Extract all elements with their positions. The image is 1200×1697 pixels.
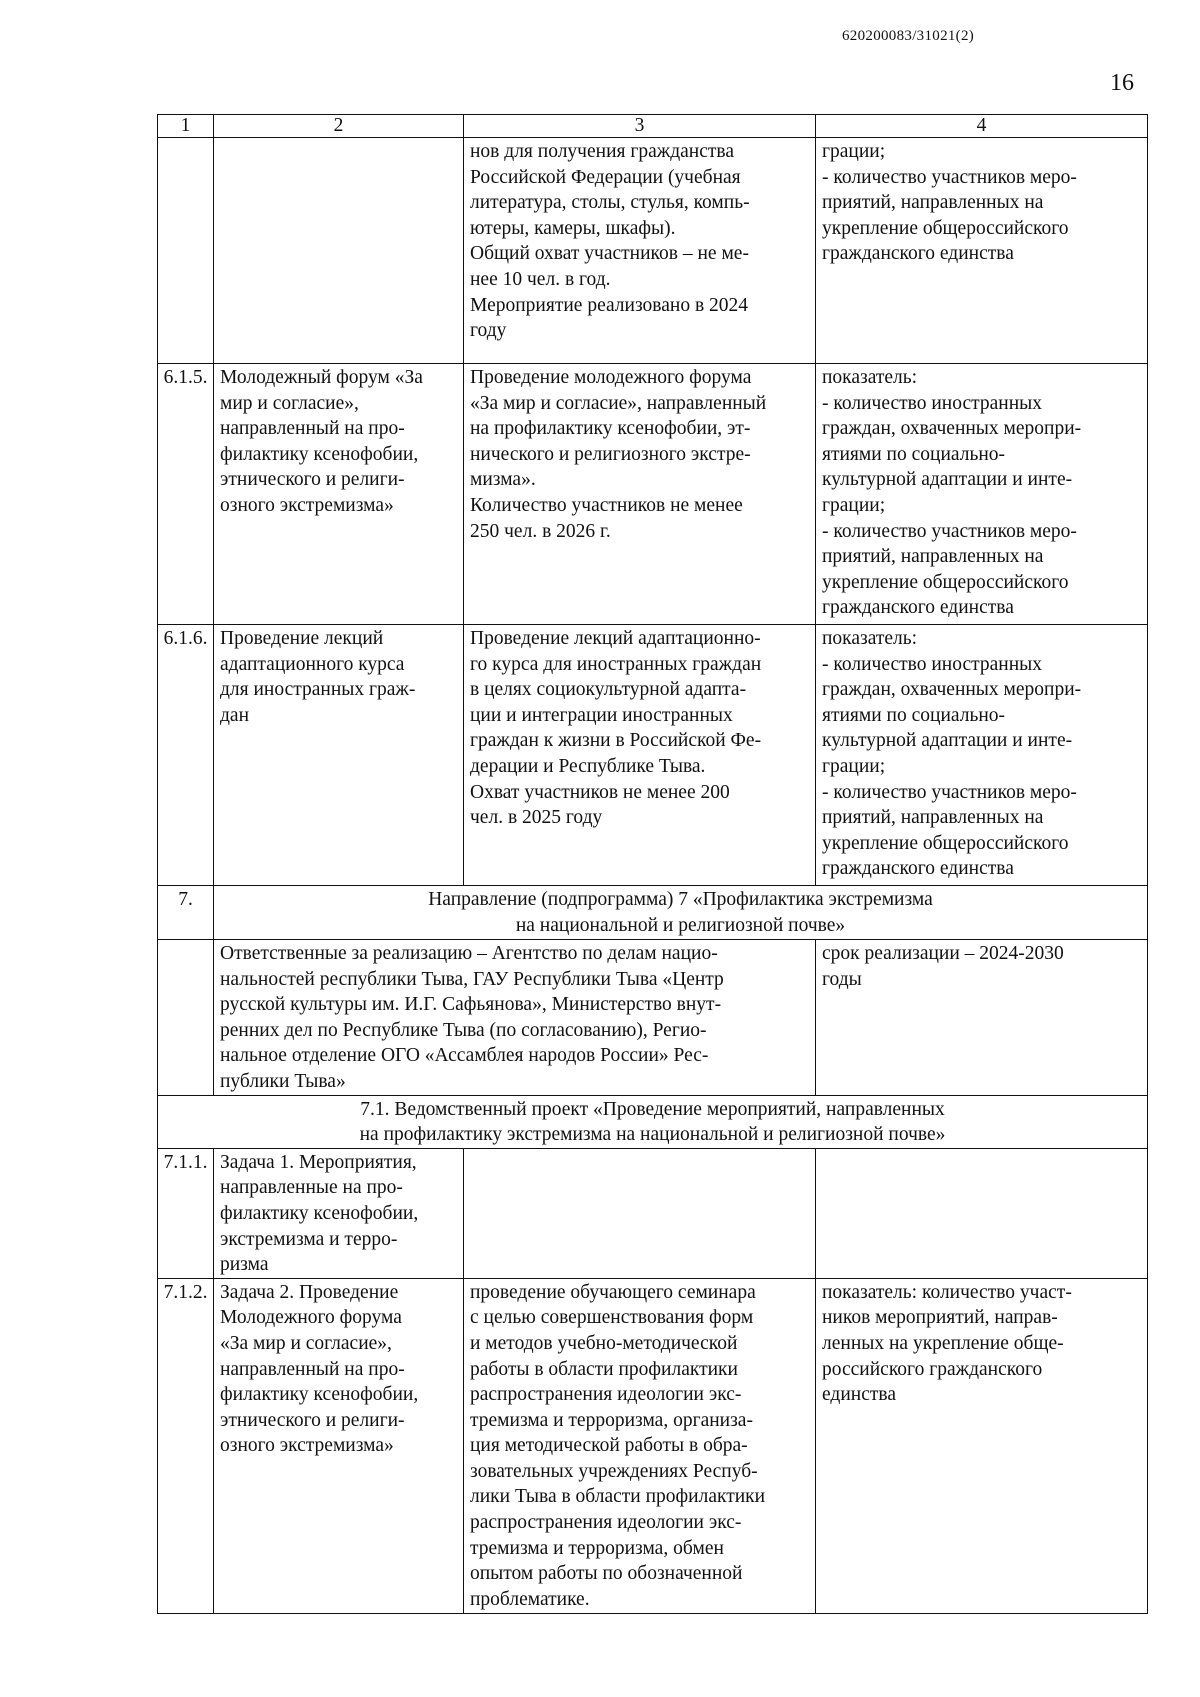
row-description: Проведение молодежного форума «За мир и согласие», направленный на профилактику ксенофобии, эт- нического и религиозного экстре- мизма». Количество участников не менее 250 чел. в 2026 г. (464, 364, 816, 625)
row-number: 6.1.5. (158, 364, 214, 625)
column-header: 2 (214, 115, 464, 138)
implementation-term: срок реализации – 2024-2030 годы (816, 940, 1148, 1096)
row-number: 7.1.2. (158, 1278, 214, 1613)
row-number: 7.1.1. (158, 1148, 214, 1278)
section-heading-row (158, 886, 1148, 940)
row-indicators: показатель: - количество иностранных граждан, охваченных меропри- ятиями по социально- культурной адаптации и инте- грации; - количество участников меро- приятий, направленных на укрепление общероссийского гражданского единства (816, 364, 1148, 625)
row-name: Задача 2. Проведение Молодежного форума «За мир и согласие», направленный на про- филактику ксенофобии, этнического и религи- озного экстремизма» (214, 1278, 464, 1613)
table-row (158, 1148, 1148, 1278)
row-name: Молодежный форум «За мир и согласие», направленный на про- филактику ксенофобии, этнического и религи- озного экстремизма» (214, 364, 464, 625)
program-table (157, 114, 1148, 1614)
row-description: проведение обучающего семинара с целью совершенствования форм и методов учебно-методической работы в области профилактики распространения идеологии экс- тремизма и терроризма, организа- ция методической работы в обра- зовательных учреждениях Респуб- лики Тыва в области профилактики распространения идеологии экс- тремизма и терроризма, обмен опытом работы по обозначенной проблематике. (464, 1278, 816, 1613)
row-description: нов для получения гражданства Российской Федерации (учебная литература, столы, стулья, компь- ютеры, камеры, шкафы). Общий охват участников – не ме- нее 10 чел. в год. Мероприятие реализовано в 2024 году (464, 138, 816, 364)
section-title: Направление (подпрограмма) 7 «Профилактика экстремизма на национальной и религиозной почве» (214, 886, 1148, 940)
row-indicators: показатель: количество участ- ников мероприятий, направ- ленных на укрепление обще- российского гражданского единства (816, 1278, 1148, 1613)
column-header: 3 (464, 115, 816, 138)
document-id: 620200083/31021(2) (842, 28, 975, 44)
table-row (158, 625, 1148, 886)
section-number: 7. (158, 886, 214, 940)
table-row (158, 364, 1148, 625)
column-header: 4 (816, 115, 1148, 138)
row-number: 6.1.6. (158, 625, 214, 886)
page-number: 16 (1110, 70, 1134, 96)
row-indicators: показатель: - количество иностранных граждан, охваченных меропри- ятиями по социально- культурной адаптации и инте- грации; - количество участников меро- приятий, направленных на укрепление общероссийского гражданского единства (816, 625, 1148, 886)
table-row (158, 1278, 1148, 1613)
table-header-row (158, 115, 1148, 138)
project-title: 7.1. Ведомственный проект «Проведение мероприятий, направленных на профилактику экстремизма на национальной и религиозной почве» (158, 1095, 1148, 1148)
row-description: Проведение лекций адаптационно- го курса для иностранных граждан в целях социокультурной адапта- ции и интеграции иностранных граждан к жизни в Российской Фе- дерации и Республике Тыва. Охват участников не менее 200 чел. в 2025 году (464, 625, 816, 886)
row-description (464, 1148, 816, 1278)
row-name: Задача 1. Мероприятия, направленные на про- филактику ксенофобии, экстремизма и терро- ризма (214, 1148, 464, 1278)
responsible-row (158, 940, 1148, 1096)
row-indicators (816, 1148, 1148, 1278)
empty-cell (158, 940, 214, 1096)
row-name: Проведение лекций адаптационного курса для иностранных граж- дан (214, 625, 464, 886)
responsible-executors: Ответственные за реализацию – Агентство по делам нацио- нальностей республики Тыва, ГАУ Республики Тыва «Центр русской культуры им. И.Г. Сафьянова», Министерство внут- ренних дел по Республике Тыва (по согласованию), Регио- нальное отделение ОГО «Ассамблея народов России» Рес- публики Тыва» (214, 940, 816, 1096)
row-number (158, 138, 214, 364)
column-header: 1 (158, 115, 214, 138)
table-row (158, 138, 1148, 364)
row-name (214, 138, 464, 364)
row-indicators: грации; - количество участников меро- приятий, направленных на укрепление общероссийского гражданского единства (816, 138, 1148, 364)
project-heading-row (158, 1095, 1148, 1148)
